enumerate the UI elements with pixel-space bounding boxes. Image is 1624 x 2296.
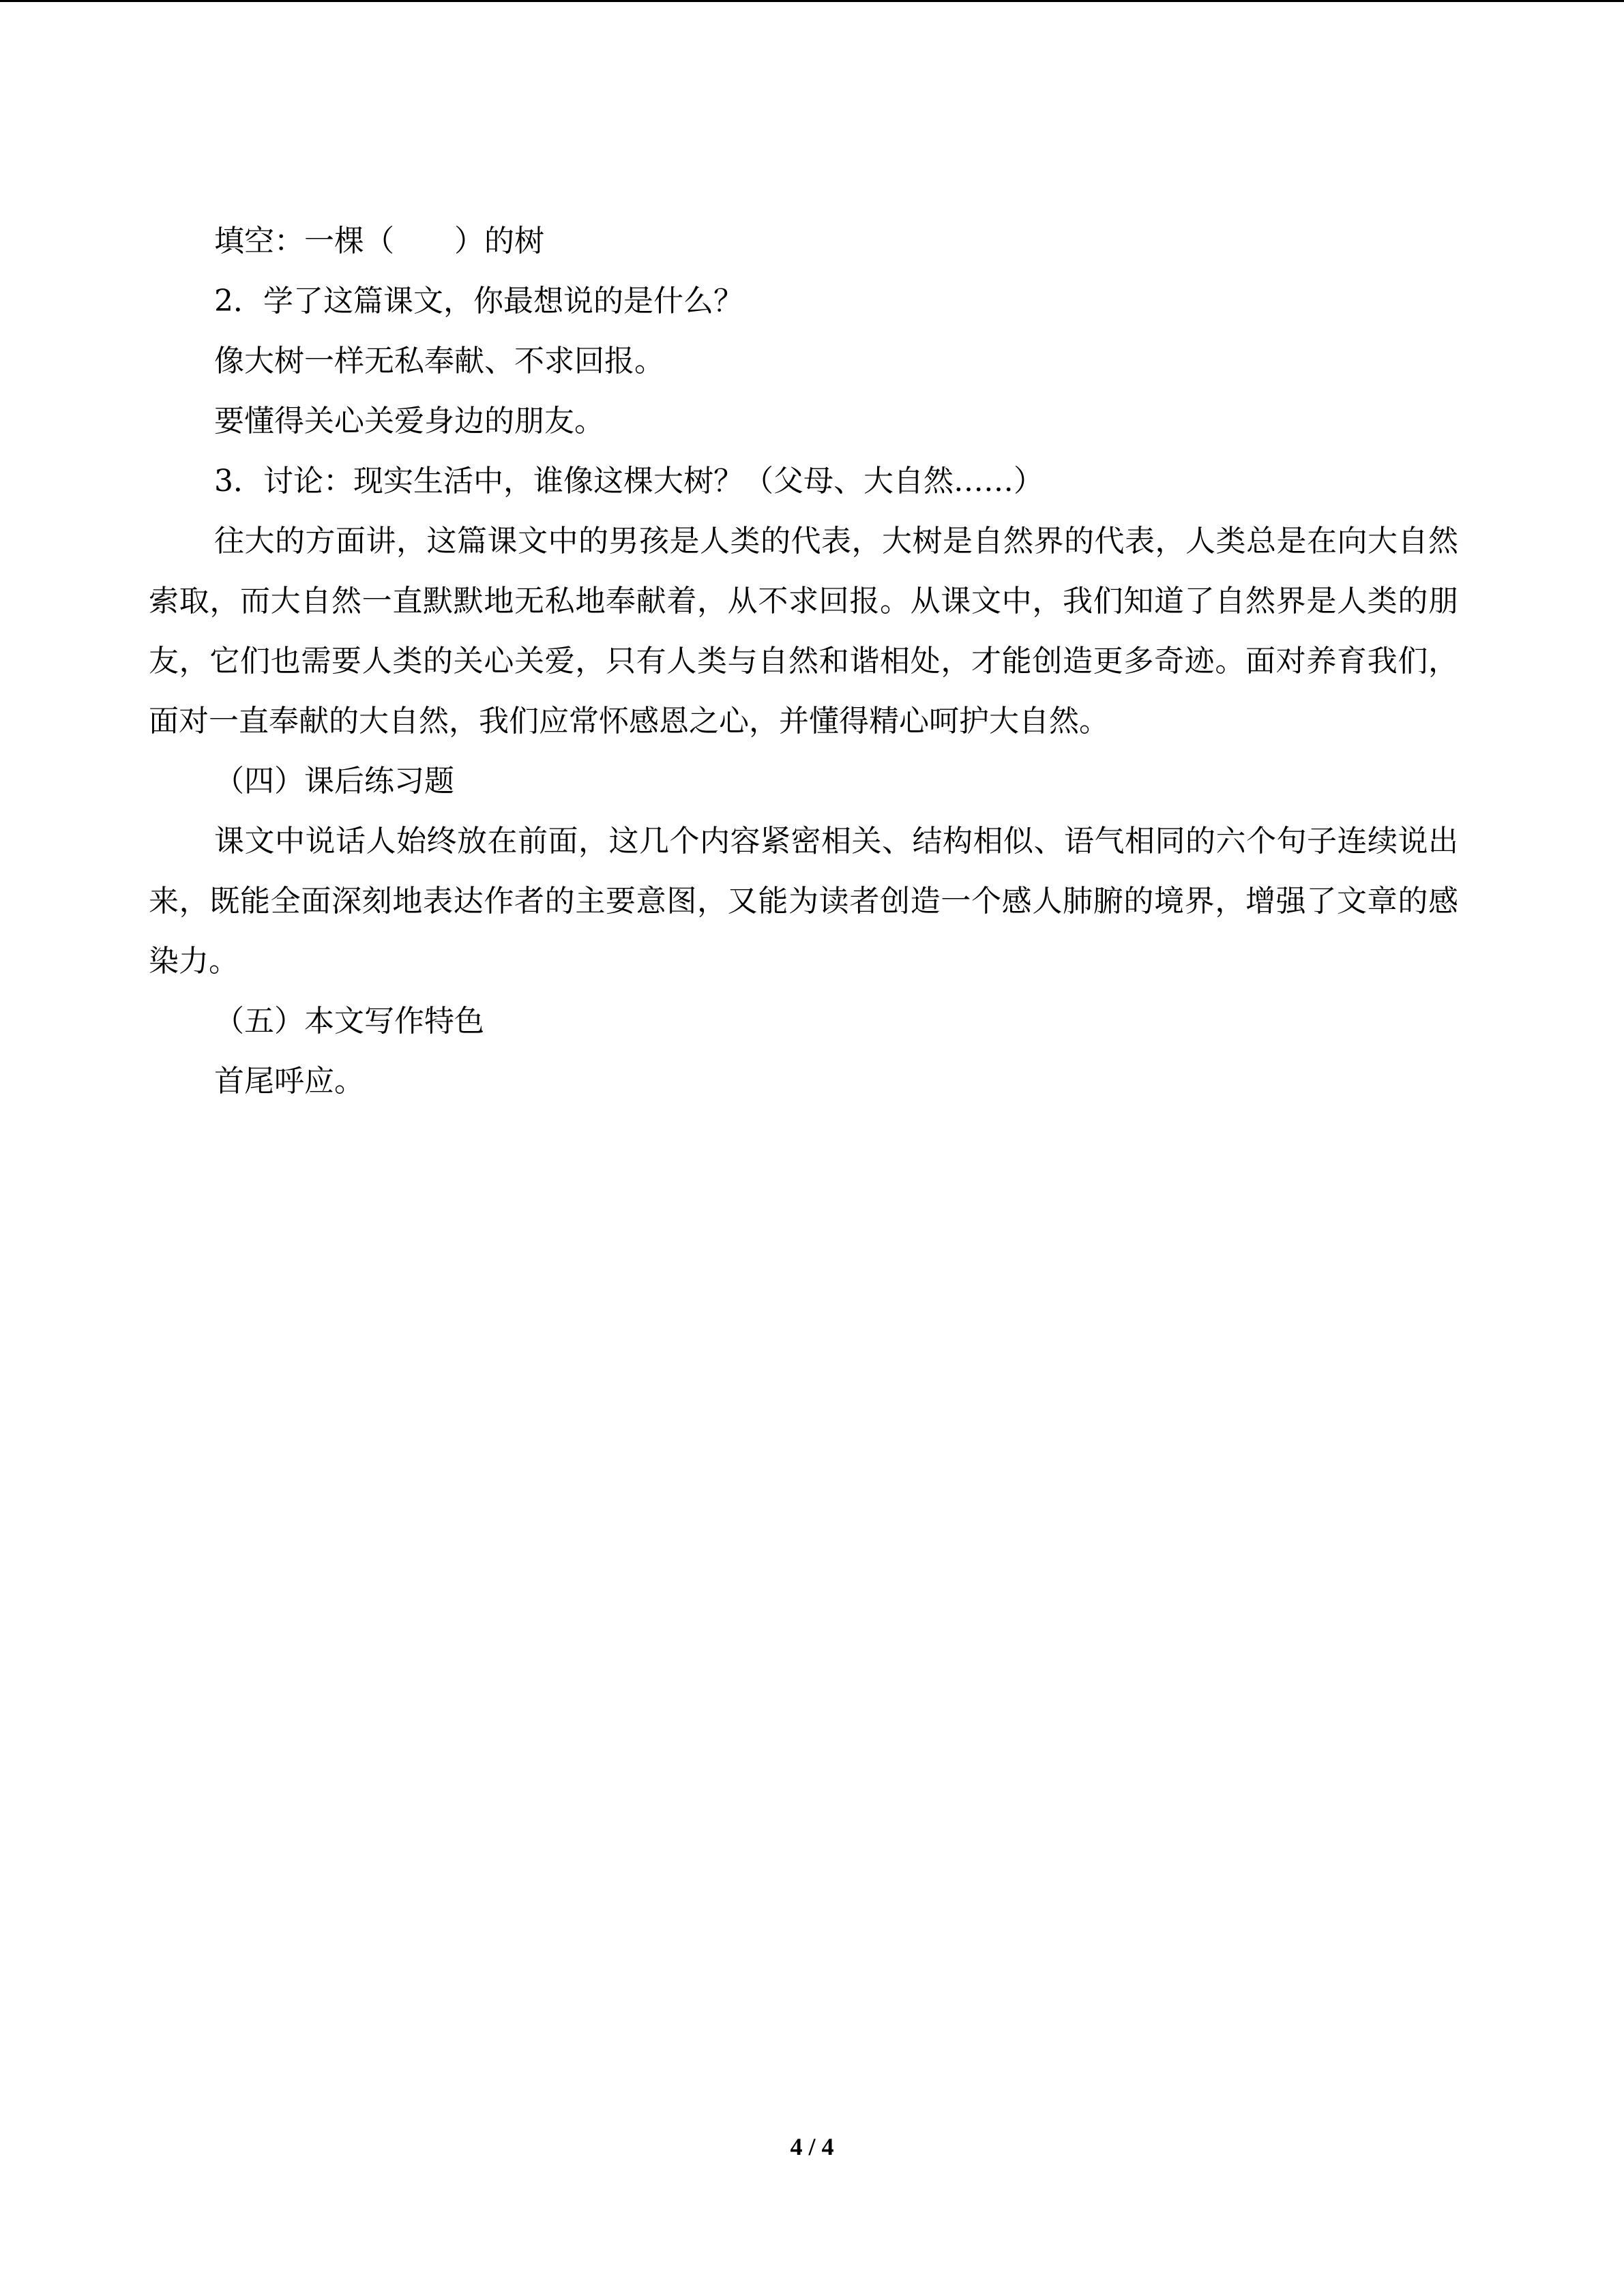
- page-number: 4 / 4: [790, 2133, 834, 2160]
- writing-feature-line: 首尾呼应。: [214, 1064, 364, 1099]
- discussion-paragraph: 往大的方面讲，这篇课文中的男孩是人类的代表，大树是自然界的代表，人类总是在向大自然索取，而大自然一直默默地无私地奉献着，从不求回报。从课文中，我们知道了自然界是人类的朋友，它们也需要人类的关心关爱，只有人类与自然和谐相处，才能创造更多奇迹。面对养育我们，面对一直奉献的大自然，我们应常怀感恩之心，并懂得精心呵护大自然。: [149, 524, 1458, 739]
- exercise-paragraph: 课文中说话人始终放在前面，这几个内容紧密相关、结构相似、语气相同的六个句子连续说出来，既能全面深刻地表达作者的主要意图，又能为读者创造一个感人肺腑的境界，增强了文章的感染力。: [149, 824, 1458, 979]
- answer-line-1: 像大树一样无私奉献、不求回报。: [214, 344, 664, 378]
- section-heading-exercises: （四）课后练习题: [214, 764, 454, 799]
- page-top-border: [0, 0, 1624, 2]
- section-heading-writing-features: （五）本文写作特色: [214, 1004, 484, 1039]
- answer-line-2: 要懂得关心关爱身边的朋友。: [214, 404, 604, 438]
- document-body: [149, 211, 1458, 1112]
- fill-blank-line: 填空：一棵（ ）的树: [214, 224, 544, 258]
- question-2: 2．学了这篇课文，你最想说的是什么？: [214, 284, 743, 318]
- question-3: 3．讨论：现实生活中，谁像这棵大树？（父母、大自然……）: [214, 464, 1044, 498]
